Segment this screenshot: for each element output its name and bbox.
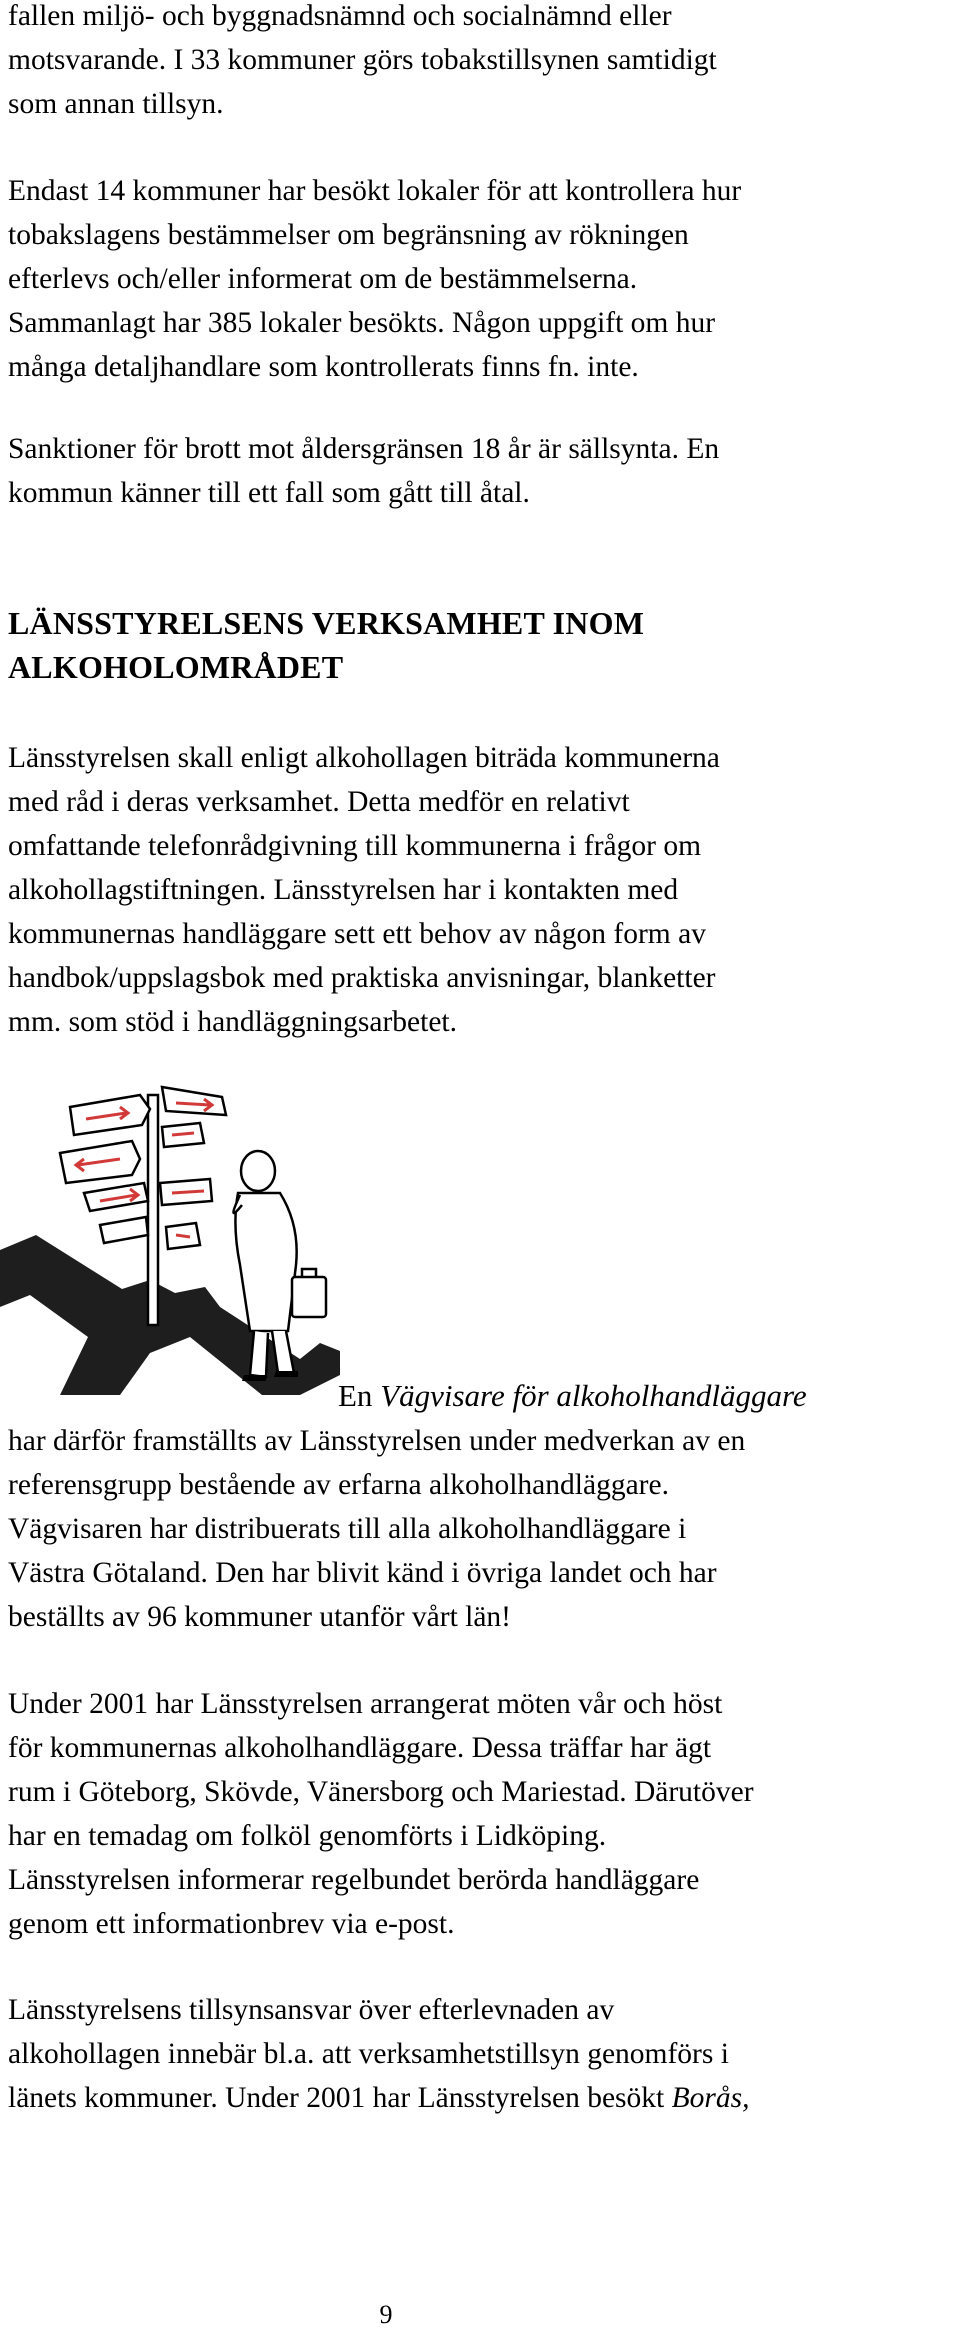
text-line: Endast 14 kommuner har besökt lokaler för att kontrollera hur: [8, 175, 742, 207]
intro-lead-text: En: [338, 1378, 381, 1413]
paragraph-supervision: [8, 1988, 954, 2120]
text-line: mm. som stöd i handläggningsarbetet.: [8, 1006, 457, 1038]
paragraph-premises-visits: [8, 169, 954, 389]
text-line: Länsstyrelsen informerar regelbundet berörda handläggare: [8, 1864, 700, 1896]
signpost-man-illustration-icon: [0, 1075, 340, 1395]
text-lead: länets kommuner. Under 2001 har Länsstyrelsen besökt: [8, 2082, 672, 2114]
text-line: många detaljhandlare som kontrollerats finns fn. inte.: [8, 351, 639, 383]
text-line: omfattande telefonrådgivning till kommunerna i frågor om: [8, 830, 702, 862]
text-line: genom ett informationbrev via e-post.: [8, 1908, 455, 1940]
text-line: alkohollagen innebär bl.a. att verksamhetstillsyn genomförs i: [8, 2038, 729, 2070]
text-line: Vägvisaren har distribuerats till alla alkoholhandläggare i: [8, 1513, 687, 1545]
text-line: kommun känner till ett fall som gått till åtal.: [8, 477, 530, 509]
text-line: Under 2001 har Länsstyrelsen arrangerat möten vår och höst: [8, 1688, 723, 1720]
text-line: alkohollagstiftningen. Länsstyrelsen har i kontakten med: [8, 874, 679, 906]
paragraph-tobacco-supervision: [8, 0, 954, 126]
vagvisare-intro-line: [338, 1374, 807, 1418]
text-line: Sanktioner för brott mot åldersgränsen 18 år är sällsynta. En: [8, 433, 720, 465]
text-line: referensgrupp bestående av erfarna alkoholhandläggare.: [8, 1469, 669, 1501]
text-line: efterlevs och/eller informerat om de bestämmelserna.: [8, 263, 638, 295]
text-line: beställts av 96 kommuner utanför vårt län!: [8, 1601, 511, 1633]
text-line: rum i Göteborg, Skövde, Vänersborg och Mariestad. Därutöver: [8, 1776, 754, 1808]
page-number: 9: [379, 2300, 393, 2329]
text-line: som annan tillsyn.: [8, 88, 224, 120]
paragraph-meetings: [8, 1682, 954, 1946]
text-line: handbok/uppslagsbok med praktiska anvisningar, blanketter: [8, 962, 716, 994]
text-line: [8, 2076, 954, 2120]
text-line: har därför framställts av Länsstyrelsen under medverkan av en: [8, 1425, 746, 1457]
heading-line: ALKOHOLOMRÅDET: [8, 649, 344, 685]
section-heading: [8, 601, 908, 689]
place-name: Borås,: [671, 2082, 750, 2114]
text-line: har en temadag om folköl genomförts i Lidköping.: [8, 1820, 607, 1852]
paragraph-sanctions: [8, 427, 954, 515]
heading-line: LÄNSSTYRELSENS VERKSAMHET INOM: [8, 605, 645, 641]
text-line: tobakslagens bestämmelser om begränsning av rökningen: [8, 219, 689, 251]
text-line: Sammanlagt har 385 lokaler besökts. Någon uppgift om hur: [8, 307, 716, 339]
text-line: Västra Götaland. Den har blivit känd i övriga landet och har: [8, 1557, 717, 1589]
text-line: motsvarande. I 33 kommuner görs tobakstillsynen samtidigt: [8, 44, 717, 76]
paragraph-county-advice: [8, 736, 954, 1044]
paragraph-vagvisare: [8, 1419, 954, 1639]
text-line: Länsstyrelsen skall enligt alkohollagen biträda kommunerna: [8, 742, 720, 774]
text-line: med råd i deras verksamhet. Detta medför en relativt: [8, 786, 630, 818]
text-line: Länsstyrelsens tillsynsansvar över efterlevnaden av: [8, 1994, 615, 2026]
text-line: för kommunernas alkoholhandläggare. Dessa träffar har ägt: [8, 1732, 712, 1764]
publication-title: Vägvisare för alkoholhandläggare: [380, 1378, 807, 1413]
text-line: fallen miljö- och byggnadsnämnd och socialnämnd eller: [8, 0, 672, 32]
text-line: kommunernas handläggare sett ett behov av någon form av: [8, 918, 706, 950]
